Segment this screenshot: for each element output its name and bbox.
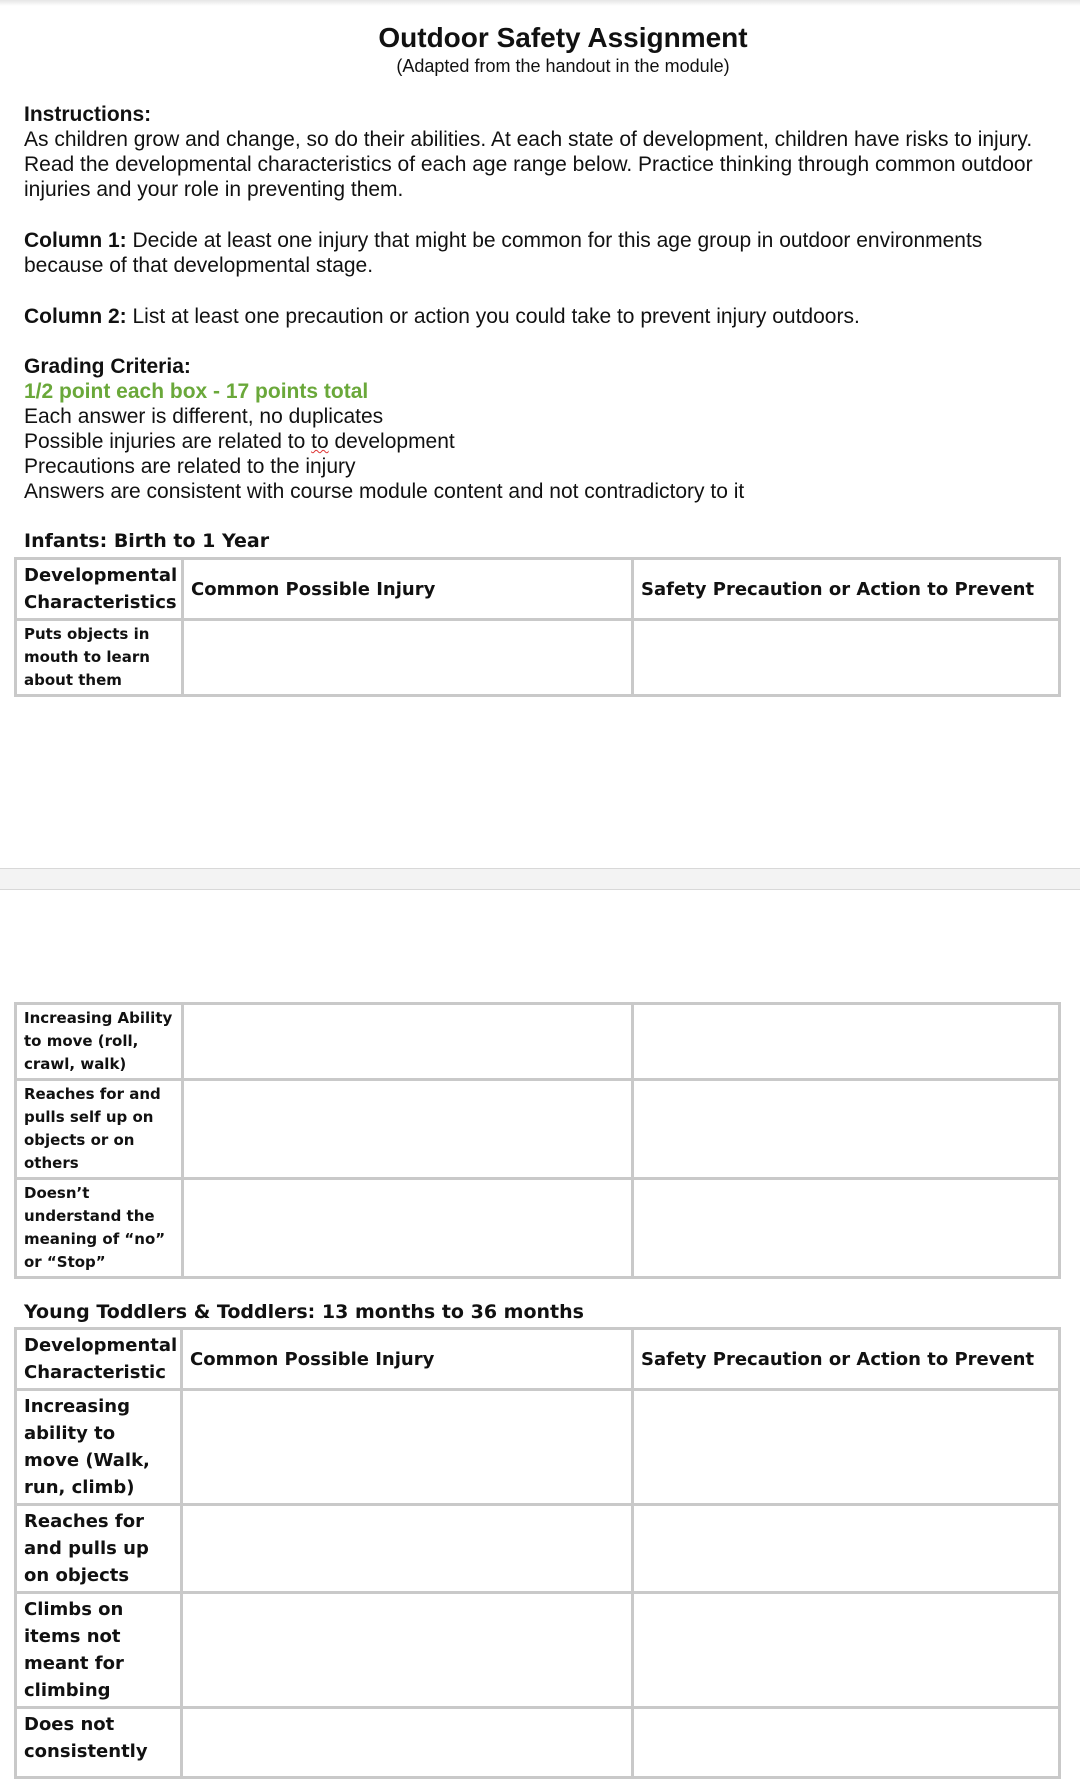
injury-input-cell[interactable]: [182, 1708, 633, 1778]
characteristic-cell: Reaches for and pulls self up on objects or on others: [16, 1080, 183, 1179]
spellcheck-word: to: [311, 430, 329, 453]
injury-input-cell[interactable]: [183, 1179, 633, 1278]
characteristic-cell: Puts objects in mouth to learn about them: [16, 620, 183, 696]
column1-instruction: [24, 228, 1044, 278]
infants-heading: Infants: Birth to 1 Year: [24, 530, 270, 552]
instructions-heading: Instructions:: [24, 103, 152, 126]
page-break: [0, 868, 1080, 890]
header-injury: Common Possible Injury: [183, 559, 633, 620]
characteristic-cell: Climbs on items not meant for climbing: [16, 1593, 182, 1708]
page-title: Outdoor Safety Assignment: [378, 22, 748, 53]
header-injury: Common Possible Injury: [182, 1329, 633, 1390]
grading-heading: Grading Criteria:: [24, 355, 191, 378]
page-top-edge: [0, 0, 1080, 6]
precaution-input-cell[interactable]: [633, 1708, 1060, 1778]
grading-points: 1/2 point each box - 17 points total: [24, 380, 369, 403]
characteristic-cell: Does not consistently: [16, 1708, 182, 1778]
injury-input-cell[interactable]: [182, 1505, 633, 1593]
grading-criterion: Possible injuries are related to to development: [24, 430, 455, 453]
header-precaution: Safety Precaution or Action to Prevent: [633, 1329, 1060, 1390]
page-subtitle: (Adapted from the handout in the module): [396, 56, 730, 76]
header-developmental: Developmental Characteristics: [16, 559, 183, 620]
grading-criterion: Precautions are related to the injury: [24, 455, 356, 478]
table-header-row: [16, 1329, 1060, 1390]
characteristic-cell: Increasing Ability to move (roll, crawl, walk): [16, 1004, 183, 1080]
table-row: [16, 1004, 1060, 1080]
injury-input-cell[interactable]: [182, 1390, 633, 1505]
precaution-input-cell[interactable]: [633, 1179, 1060, 1278]
injury-input-cell[interactable]: [183, 1080, 633, 1179]
table-row: [16, 1179, 1060, 1278]
toddlers-heading: Young Toddlers & Toddlers: 13 months to 36 months: [24, 1301, 584, 1323]
infants-table: [14, 557, 1061, 697]
precaution-input-cell[interactable]: [633, 1390, 1060, 1505]
header-precaution: Safety Precaution or Action to Prevent: [633, 559, 1060, 620]
precaution-input-cell[interactable]: [633, 1004, 1060, 1080]
table-row: [16, 620, 1060, 696]
characteristic-cell: Reaches for and pulls up on objects: [16, 1505, 182, 1593]
column2-text: List at least one precaution or action you could take to prevent injury outdoors.: [126, 305, 860, 328]
precaution-input-cell[interactable]: [633, 1593, 1060, 1708]
table-row: [16, 1593, 1060, 1708]
injury-input-cell[interactable]: [182, 1593, 633, 1708]
precaution-input-cell[interactable]: [633, 1080, 1060, 1179]
grading-criterion: Answers are consistent with course module content and not contradictory to it: [24, 480, 745, 503]
table-row: [16, 1505, 1060, 1593]
instructions-body: As children grow and change, so do their abilities. At each state of development, children have risks to injury. Read the developmental characteristics of each age range below. Practice thinking through common outdoor injuries and your role in preventing them.: [24, 128, 1033, 201]
header-developmental: Developmental Characteristic: [16, 1329, 182, 1390]
column1-label: Column 1:: [24, 229, 127, 252]
column2-instruction: [24, 304, 1044, 329]
table-row: [16, 1708, 1060, 1778]
table-row: [16, 1080, 1060, 1179]
column2-label: Column 2:: [24, 305, 127, 328]
precaution-input-cell[interactable]: [633, 1505, 1060, 1593]
infants-table-continued: [14, 1002, 1061, 1279]
table-header-row: [16, 559, 1060, 620]
toddlers-table: [14, 1327, 1061, 1779]
injury-input-cell[interactable]: [183, 1004, 633, 1080]
grading-criterion: Each answer is different, no duplicates: [24, 405, 384, 428]
characteristic-cell: Doesn’t understand the meaning of “no” or “Stop”: [16, 1179, 183, 1278]
injury-input-cell[interactable]: [183, 620, 633, 696]
characteristic-cell: Increasing ability to move (Walk, run, climb): [16, 1390, 182, 1505]
precaution-input-cell[interactable]: [633, 620, 1060, 696]
column1-text: Decide at least one injury that might be common for this age group in outdoor environments because of that developmental stage.: [24, 229, 983, 277]
table-row: [16, 1390, 1060, 1505]
